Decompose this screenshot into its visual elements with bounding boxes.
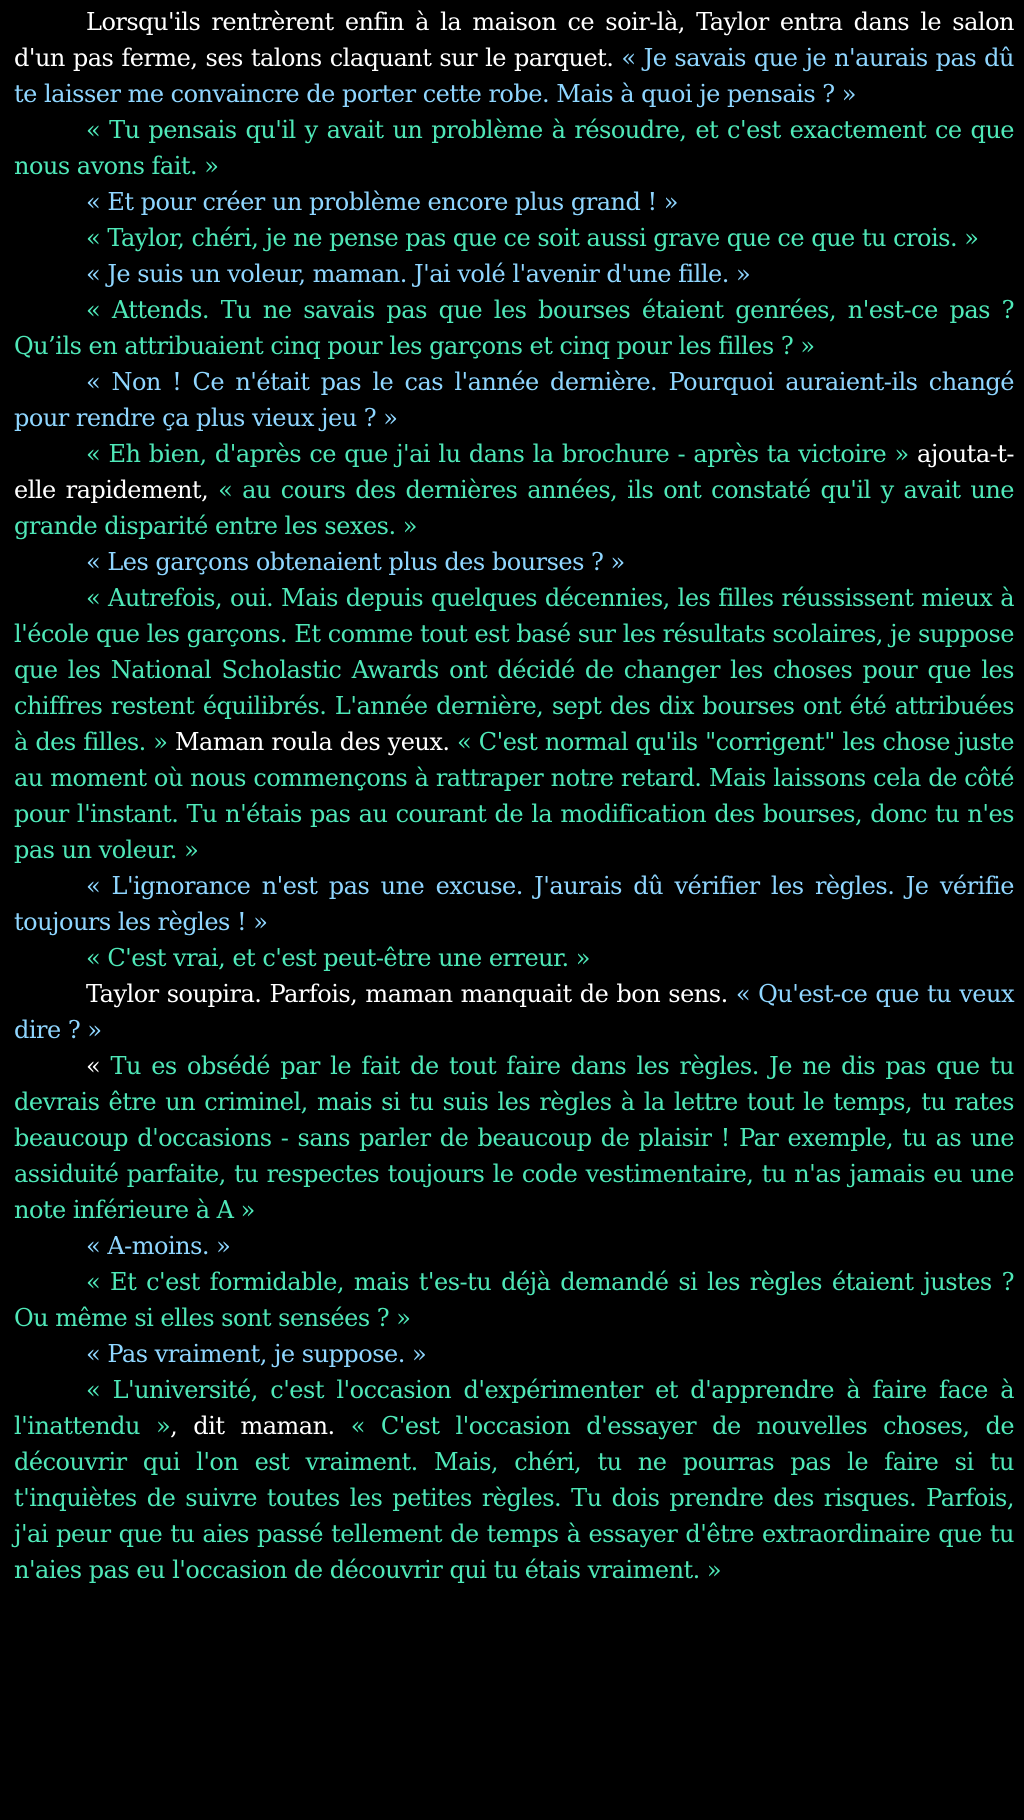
story-paragraph xyxy=(14,364,1014,436)
mom-dialogue: « L'université, c'est l'occasion d'expérimenter et d'apprendre à faire face à l'inattendu » xyxy=(14,1376,1014,1440)
mom-dialogue: « Taylor, chéri, je ne pense pas que ce soit aussi grave que ce que tu crois. » xyxy=(86,224,979,252)
story-paragraph xyxy=(14,1264,1014,1336)
story-paragraph xyxy=(14,940,1014,976)
story-paragraph xyxy=(14,220,1014,256)
story-paragraph xyxy=(14,292,1014,364)
mom-dialogue: « C'est vrai, et c'est peut-être une erreur. » xyxy=(86,944,590,972)
mom-dialogue: « Tu pensais qu'il y avait un problème à résoudre, et c'est exactement ce que nous avons fait. » xyxy=(14,116,1014,180)
story-paragraph xyxy=(14,868,1014,940)
narration-text: Maman roula des yeux. xyxy=(167,728,458,756)
taylor-dialogue: « Et pour créer un problème encore plus grand ! » xyxy=(86,188,678,216)
story-paragraph xyxy=(14,976,1014,1048)
narration-text: Taylor soupira. Parfois, maman manquait de bon sens. xyxy=(86,980,736,1008)
story-paragraph xyxy=(14,112,1014,184)
narration-text: , dit maman. xyxy=(170,1412,351,1440)
mom-dialogue: « C'est l'occasion d'essayer de nouvelles choses, de découvrir qui l'on est vraiment. Mais, chéri, tu ne pourras pas le faire si tu t'inquiètes de suivre toutes les petites règles. Tu dois prendre des risques. Parfois, j'ai peur que tu aies passé tellement de temps à essayer d'être extraordinaire que tu n'aies pas eu l'occasion de découvrir qui tu étais vraiment. » xyxy=(14,1412,1015,1584)
taylor-dialogue: « Pas vraiment, je suppose. » xyxy=(86,1340,427,1368)
story-paragraph xyxy=(14,1336,1014,1372)
story-paragraph xyxy=(14,544,1014,580)
taylor-dialogue: « A-moins. » xyxy=(86,1232,231,1260)
story-paragraph xyxy=(14,1372,1014,1588)
mom-dialogue: « Eh bien, d'après ce que j'ai lu dans la brochure - après ta victoire » xyxy=(86,440,909,468)
taylor-dialogue: « Je savais que je n'aurais pas dû te laisser me convaincre de porter cette robe. Mais à quoi je pensais ? » xyxy=(14,44,1014,108)
taylor-dialogue: « Les garçons obtenaient plus des bourses ? » xyxy=(86,548,625,576)
story-paragraph xyxy=(14,436,1014,544)
narration-text: « xyxy=(86,1052,111,1080)
taylor-dialogue: « Non ! Ce n'était pas le cas l'année dernière. Pourquoi auraient-ils changé pour rendre ça plus vieux jeu ? » xyxy=(14,368,1014,432)
story-paragraph xyxy=(14,1048,1014,1228)
story-paragraph xyxy=(14,4,1014,112)
mom-dialogue: « Et c'est formidable, mais t'es-tu déjà demandé si les règles étaient justes ? Ou même si elles sont sensées ? » xyxy=(14,1268,1014,1332)
mom-dialogue: « au cours des dernières années, ils ont constaté qu'il y avait une grande disparité entre les sexes. » xyxy=(14,476,1014,540)
taylor-dialogue: « Qu'est-ce que tu veux dire ? » xyxy=(14,980,1014,1044)
taylor-dialogue: « Je suis un voleur, maman. J'ai volé l'avenir d'une fille. » xyxy=(86,260,751,288)
story-paragraph xyxy=(14,1228,1014,1264)
mom-dialogue: Tu es obsédé par le fait de tout faire dans les règles. Je ne dis pas que tu devrais être un criminel, mais si tu suis les règles à la lettre tout le temps, tu rates beaucoup d'occasions - sans parler de beaucoup de plaisir ! Par exemple, tu as une assiduité parfaite, tu respectes toujours le code vestimentaire, tu n'as jamais eu une note inférieure à A » xyxy=(14,1052,1014,1224)
story-text xyxy=(14,4,1014,1588)
narration-text: Lorsqu'ils rentrèrent enfin à la maison ce soir-là, Taylor entra dans le salon d'un pas ferme, ses talons claquant sur le parquet. xyxy=(14,8,1014,72)
mom-dialogue: « C'est normal qu'ils "corrigent" les chose juste au moment où nous commençons à rattraper notre retard. Mais laissons cela de côté pour l'instant. Tu n'étais pas au courant de la modification des bourses, donc tu n'es pas un voleur. » xyxy=(14,728,1014,864)
mom-dialogue: « Autrefois, oui. Mais depuis quelques décennies, les filles réussissent mieux à l'école que les garçons. Et comme tout est basé sur les résultats scolaires, je suppose que les National Scholastic Awards ont décidé de changer les choses pour que les chiffres restent équilibrés. L'année dernière, sept des dix bourses ont été attribuées à des filles. » xyxy=(14,584,1014,756)
story-paragraph xyxy=(14,256,1014,292)
narration-text: ajouta-t-elle rapidement, xyxy=(14,440,1014,504)
mom-dialogue: « Attends. Tu ne savais pas que les bourses étaient genrées, n'est-ce pas ? Qu’ils en attribuaient cinq pour les garçons et cinq pour les filles ? » xyxy=(14,296,1014,360)
story-paragraph xyxy=(14,580,1014,868)
story-paragraph xyxy=(14,184,1014,220)
taylor-dialogue: « L'ignorance n'est pas une excuse. J'aurais dû vérifier les règles. Je vérifie toujours les règles ! » xyxy=(14,872,1014,936)
